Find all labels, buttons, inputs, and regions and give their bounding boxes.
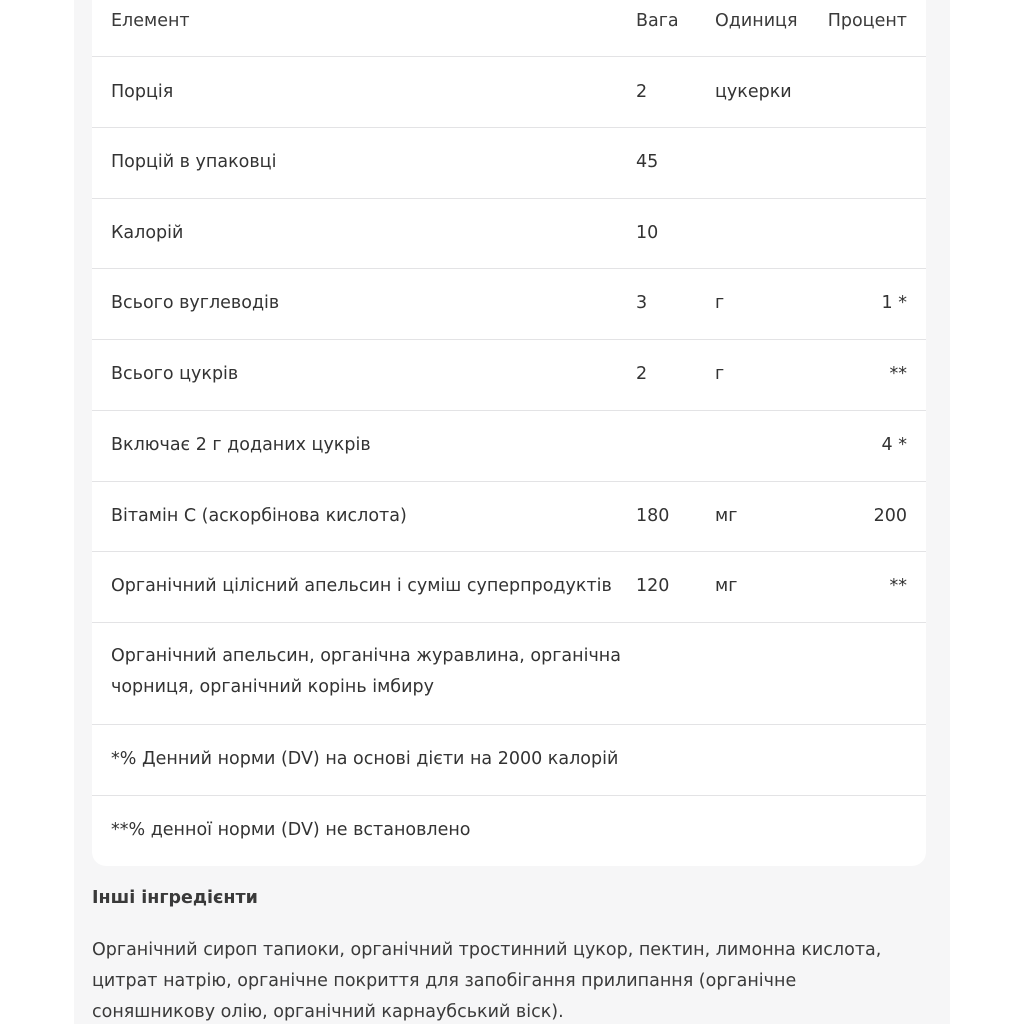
- row-weight: 120: [636, 576, 670, 596]
- row-unit: г: [715, 364, 725, 384]
- other-ingredients-title: Інші інгредієнти: [92, 888, 258, 908]
- row-name: Калорій: [111, 223, 184, 243]
- row-name: Вітамін C (аскорбінова кислота): [111, 506, 407, 526]
- row-unit: цукерки: [715, 82, 792, 102]
- table-row-footnote: [92, 725, 926, 796]
- footnote-daily-value: *% Денний норми (DV) на основі дієти на 2000 калорій: [111, 749, 619, 769]
- row-name: Порцій в упаковці: [111, 152, 277, 172]
- table-row-footnote: [92, 796, 926, 866]
- row-weight: 2: [636, 364, 648, 384]
- row-percent: **: [889, 576, 907, 596]
- table-row: [92, 199, 926, 269]
- nutrition-table: [92, 0, 926, 866]
- row-weight: 3: [636, 293, 648, 313]
- content-panel: [74, 0, 950, 1024]
- table-row: [92, 552, 926, 623]
- footnote-not-established: **% денної норми (DV) не встановлено: [111, 820, 471, 840]
- blend-description: Органічний апельсин, органічна журавлина, органічна чорниця, органічний корінь імбиру: [111, 646, 621, 697]
- header-element: Елемент: [111, 11, 190, 31]
- row-percent: **: [889, 364, 907, 384]
- table-row: [92, 269, 926, 340]
- other-ingredients-text: Органічний сироп тапиоки, органічний тростинний цукор, пектин, лимонна кислота, цитрат натрію, органічне покриття для запобігання прилипання (органічне соняшникову олію, органічний карнаубський віск).: [92, 940, 882, 1022]
- row-name: Включає 2 г доданих цукрів: [111, 435, 371, 455]
- row-percent: 1 *: [881, 293, 907, 313]
- table-header-row: [92, 0, 926, 57]
- row-weight: 2: [636, 82, 648, 102]
- row-weight: 180: [636, 506, 670, 526]
- header-percent: Процент: [827, 11, 907, 31]
- table-row-blend-description: [92, 623, 926, 725]
- table-row: [92, 128, 926, 199]
- row-weight: 45: [636, 152, 659, 172]
- row-unit: г: [715, 293, 725, 313]
- row-name: Порція: [111, 82, 174, 102]
- row-percent: 200: [873, 506, 907, 526]
- header-weight: Вага: [636, 11, 679, 31]
- table-row: [92, 340, 926, 411]
- row-weight: 10: [636, 223, 659, 243]
- row-name: Органічний цілісний апельсин і суміш суперпродуктів: [111, 576, 612, 596]
- table-row: [92, 482, 926, 552]
- row-unit: мг: [715, 506, 738, 526]
- header-unit: Одиниця: [715, 11, 798, 31]
- row-percent: 4 *: [881, 435, 907, 455]
- table-row: [92, 411, 926, 482]
- row-name: Всього вуглеводів: [111, 293, 280, 313]
- table-row: [92, 57, 926, 128]
- row-name: Всього цукрів: [111, 364, 239, 384]
- row-unit: мг: [715, 576, 738, 596]
